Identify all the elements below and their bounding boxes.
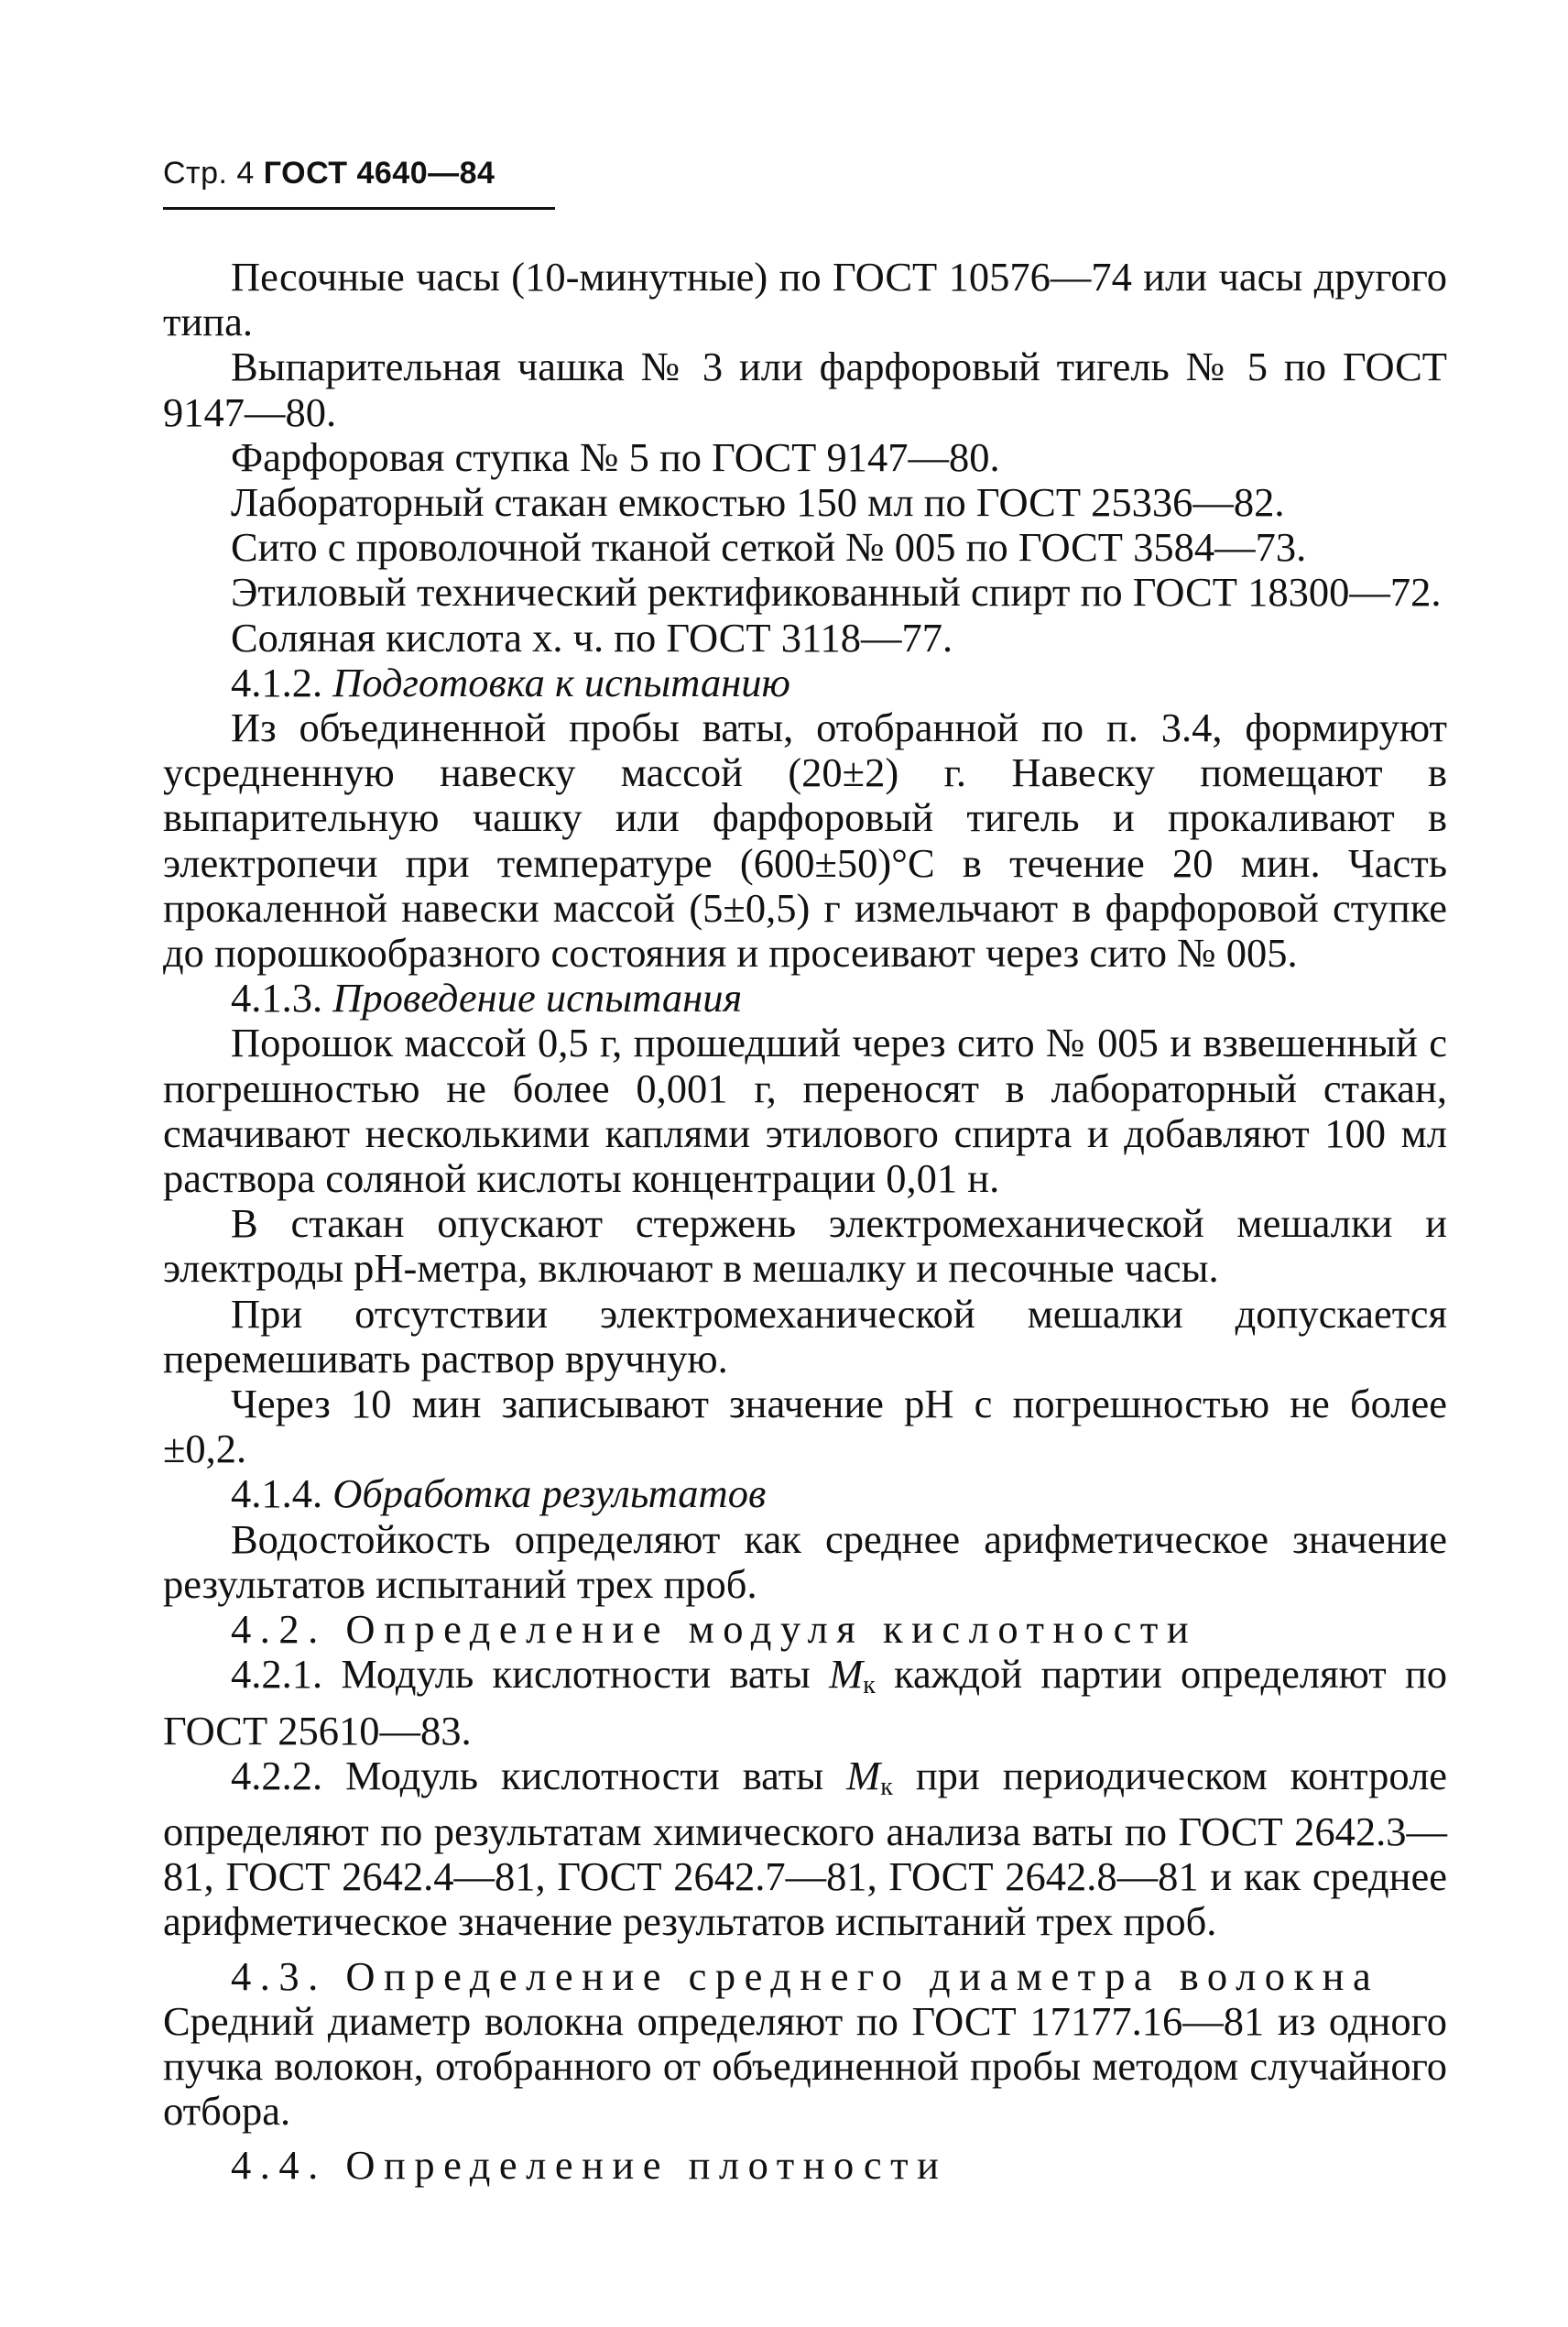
header-rule [163, 207, 555, 210]
document-body [163, 255, 1447, 2189]
paragraph [163, 1652, 1447, 1753]
paragraph: Средний диаметр волокна определяют по ГОСТ 17177.16—81 из одного пучка волокон, отобранного от объединенной пробы методом случайного отбора. [163, 1997, 1447, 2135]
section-heading-4-1-4 [163, 1471, 1447, 1516]
paragraph: Фарфоровая ступка № 5 по ГОСТ 9147—80. [231, 433, 1000, 480]
section-heading-4-1-2 [163, 661, 1447, 705]
paragraph-text: 4.2.2. Модуль кислотности ваты [231, 1752, 824, 1798]
paragraph: В стакан опускают стержень электромеханической мешалки и электроды рН-метра, включают в мешалку и песочные часы. [163, 1200, 1447, 1292]
paragraph: Песочные часы (10-минутные) по ГОСТ 10576—74 или часы другого типа. [163, 254, 1447, 345]
paragraph-text: 4.2.1. Модуль кислотности ваты [231, 1651, 811, 1698]
paragraph: Через 10 мин записывают значение рН с погрешностью не более ±0,2. [163, 1381, 1447, 1472]
page-label: Стр. 4 [163, 156, 255, 191]
acidity-modulus-symbol: $М_к$ [846, 1752, 893, 1801]
paragraph-text: при периодическом контроле определяют по результатам химического анализа ваты по ГОСТ 2642.3—81, ГОСТ 2642.4—81, ГОСТ 2642.7—81, ГОСТ 2642.8—81 и как среднее арифметическое значение результатов испытаний трех проб. [163, 1752, 1448, 1945]
acidity-modulus-symbol: $М_к$ [829, 1651, 876, 1700]
paragraph: Соляная кислота х. ч. по ГОСТ 3118—77. [231, 614, 953, 661]
paragraph: Этиловый технический ректификованный спирт по ГОСТ 18300—72. [231, 569, 1442, 616]
paragraph: Из объединенной пробы ваты, отобранной по п. 3.4, формируют усредненную навеску массой (20±2) г. Навеску помещают в выпарительную чашку или фарфоровый тигель и прокаливают в электропечи при температуре (600±50)°С в течение 20 мин. Часть прокаленной навески массой (5±0,5) г измельчают в фарфоровой ступке до порошкообразного состояния и просеивают через сито № 005. [163, 705, 1447, 977]
paragraph: При отсутствии электромеханической мешалки допускается перемешивать раствор вручную. [163, 1290, 1447, 1382]
paragraph: Порошок массой 0,5 г, прошедший через сито № 005 и взвешенный с погрешностью не более 0,001 г, переносят в лабораторный стакан, смачивают несколькими каплями этилового спирта и добавляют 100 мл раствора соляной кислоты концентрации 0,01 н. [163, 1020, 1447, 1202]
paragraph: Сито с проволочной тканой сеткой № 005 по ГОСТ 3584—73. [231, 524, 1307, 571]
section-heading-4-2: 4.2. Определение модуля кислотности [231, 1606, 1198, 1653]
paragraph-text: каждой партии определяют по ГОСТ 25610—83. [163, 1651, 1448, 1753]
paragraph: Водостойкость определяют как среднее арифметическое значение результатов испытаний трех проб. [163, 1515, 1447, 1607]
section-title: Обработка результатов [332, 1470, 767, 1517]
paragraph [163, 1753, 1447, 1945]
page-header [163, 156, 495, 191]
section-heading-4-1-3 [163, 976, 1447, 1021]
section-title: Проведение испытания [332, 975, 743, 1021]
section-heading-4-4: 4.4. Определение плотности [231, 2142, 948, 2189]
paragraph: Выпарительная чашка № 3 или фарфоровый тигель № 5 по ГОСТ 9147—80. [163, 344, 1447, 435]
section-number: 4.1.4. [231, 1470, 323, 1517]
section-heading-4-3: 4.3. Определение среднего диаметра волокна [231, 1952, 1380, 1999]
section-number: 4.1.2. [231, 659, 323, 705]
section-title: Подготовка к испытанию [332, 659, 790, 705]
doc-number: ГОСТ 4640—84 [263, 156, 495, 191]
section-number: 4.1.3. [231, 975, 323, 1021]
paragraph: Лабораторный стакан емкостью 150 мл по ГОСТ 25336—82. [231, 479, 1285, 526]
